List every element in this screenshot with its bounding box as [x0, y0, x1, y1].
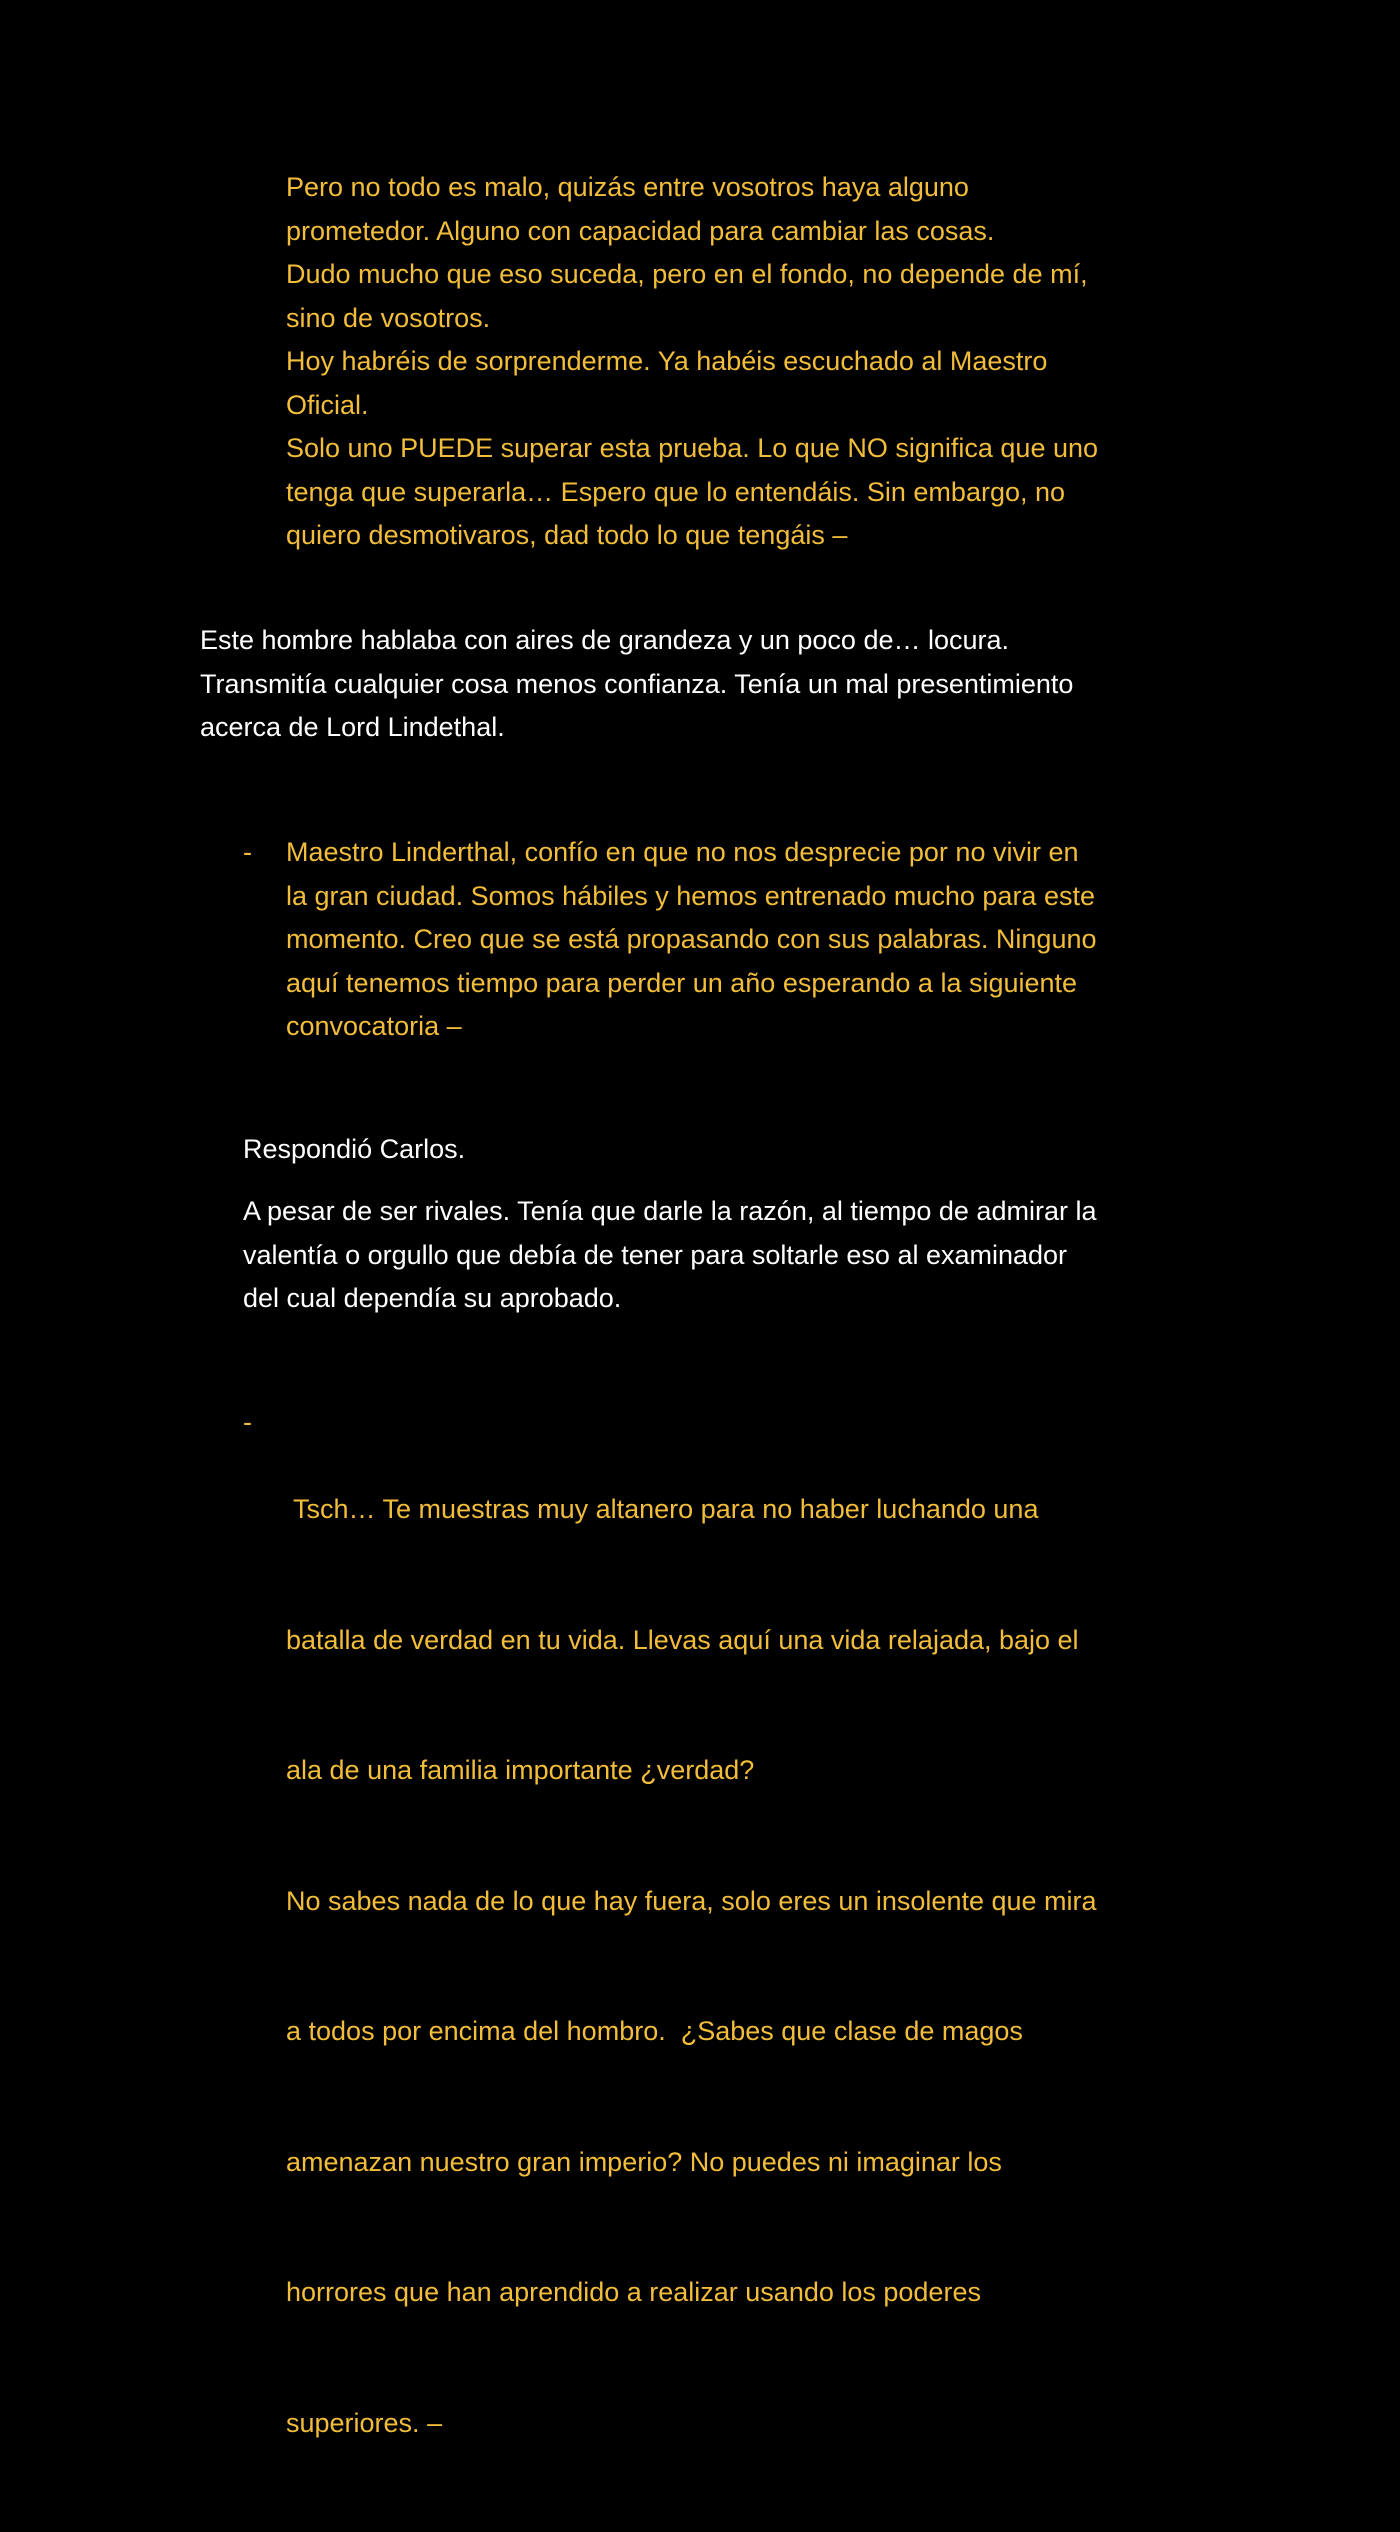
dialogue-paragraph-lindethal	[286, 166, 1098, 558]
text-line: Solo uno PUEDE superar esta prueba. Lo que NO significa que uno	[286, 433, 1099, 463]
text-line: amenazan nuestro gran imperio? No puedes ni imaginar los	[286, 2146, 1002, 2177]
narration-carlos-responded	[243, 1128, 465, 1172]
text-line: horrores que han aprendido a realizar usando los poderes	[286, 2277, 981, 2307]
text-line: sino de vosotros.	[286, 302, 491, 333]
dialogue-paragraph-reply	[286, 1401, 1097, 2532]
text-line: Dudo mucho que eso suceda, pero en el fondo, no depende de mí,	[286, 259, 1088, 289]
text-line: valentía o orgullo que debía de tener para soltarle eso al examinador	[243, 1239, 1068, 1270]
dialogue-dash: -	[243, 1407, 252, 1437]
text-line: quiero desmotivaros, dad todo lo que tengáis –	[286, 520, 848, 550]
text-line: Tsch… Te muestras muy altanero para no haber luchando una	[286, 1494, 1039, 1524]
text-line: aquí tenemos tiempo para perder un año esperando a la siguiente	[286, 967, 1078, 998]
text-line: convocatoria –	[286, 1011, 462, 1041]
text-line: a todos por encima del hombro. ¿Sabes que clase de magos	[286, 2016, 1023, 2046]
text-line: Este hombre hablaba con aires de grandeza y un poco de… locura.	[200, 625, 1010, 655]
text-line: del cual dependía su aprobado.	[243, 1283, 622, 1313]
text-line: batalla de verdad en tu vida. Llevas aquí una vida relajada, bajo el	[286, 1624, 1079, 1655]
text-line: prometedor. Alguno con capacidad para cambiar las cosas.	[286, 215, 995, 246]
dialogue-paragraph-carlos	[286, 831, 1097, 1049]
text-line: A pesar de ser rivales. Tenía que darle la razón, al tiempo de admirar la	[243, 1196, 1097, 1226]
dialogue-dash: -	[243, 837, 252, 867]
narration-paragraph-rivals	[243, 1190, 1096, 1321]
text-line: Maestro Linderthal, confío en que no nos desprecie por no vivir en	[286, 837, 1079, 867]
text-line: acerca de Lord Lindethal.	[200, 712, 505, 742]
narration-paragraph-impression	[200, 619, 1073, 750]
text-line: Respondió Carlos.	[243, 1134, 466, 1164]
text-line: momento. Creo que se está propasando con sus palabras. Ninguno	[286, 924, 1097, 954]
text-line: Pero no todo es malo, quizás entre vosotros haya alguno	[286, 172, 969, 202]
text-line: Transmitía cualquier cosa menos confianza. Tenía un mal presentimiento	[200, 668, 1074, 699]
text-line: No sabes nada de lo que hay fuera, solo eres un insolente que mira	[286, 1885, 1097, 1916]
text-line: Oficial.	[286, 389, 369, 420]
text-line: Hoy habréis de sorprenderme. Ya habéis escuchado al Maestro	[286, 346, 1048, 376]
text-line: tenga que superarla… Espero que lo entendáis. Sin embargo, no	[286, 476, 1066, 507]
text-line: ala de una familia importante ¿verdad?	[286, 1755, 755, 1785]
text-line: la gran ciudad. Somos hábiles y hemos entrenado mucho para este	[286, 880, 1095, 911]
text-line: superiores. –	[286, 2407, 443, 2438]
